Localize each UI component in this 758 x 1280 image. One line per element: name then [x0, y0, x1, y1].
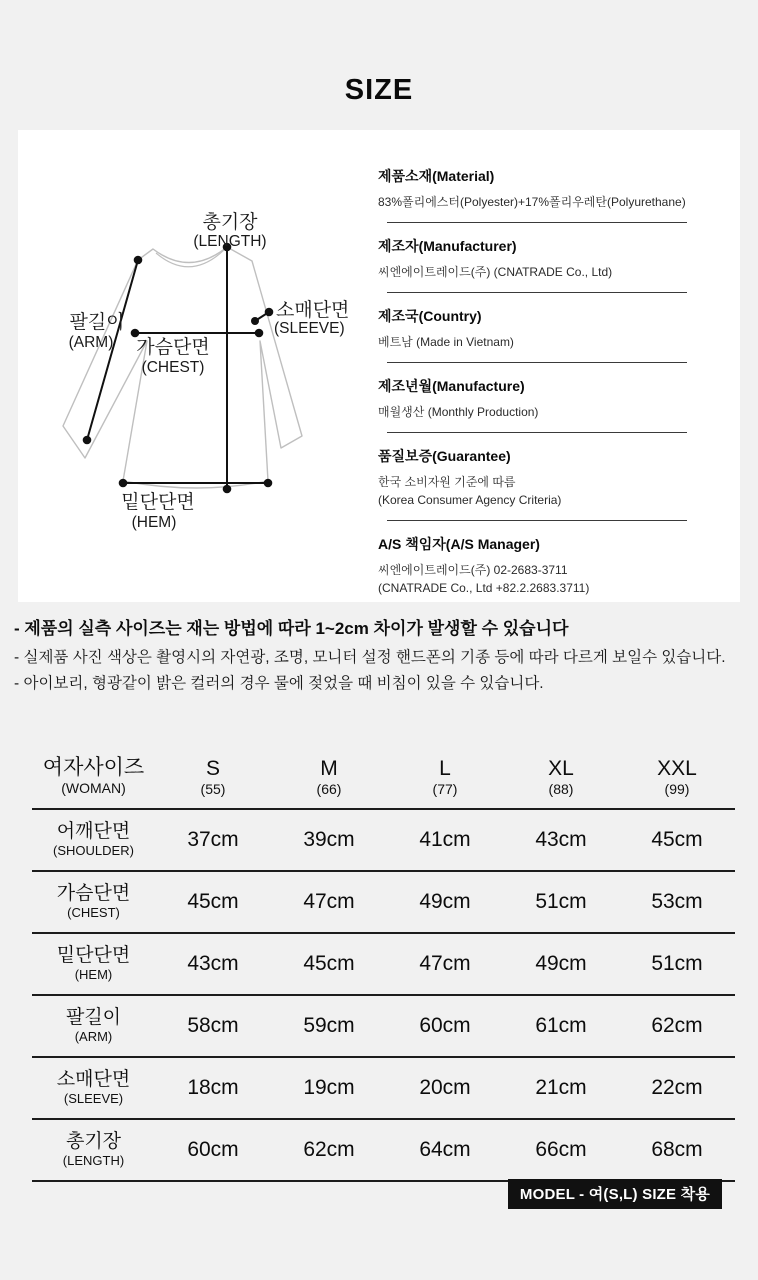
divider: [387, 222, 687, 223]
sleeve-label-en: (SLEEVE): [274, 320, 345, 337]
row-label-ko: 팔길이: [65, 1006, 122, 1028]
cell: 22cm: [651, 1076, 703, 1099]
note-color-difference: - 실제품 사진 색상은 촬영시의 자연광, 조명, 모니터 설정 핸드폰의 기종 등에 따라 다르게 보일수 있습니다.: [14, 649, 726, 666]
info-value: 83%폴리에스터(Polyester)+17%폴리우레탄(Polyurethane): [378, 195, 686, 209]
col-header-m: [271, 757, 387, 798]
page-title: SIZE: [344, 74, 414, 106]
cell: 62cm: [651, 1014, 703, 1037]
cell: 49cm: [419, 890, 471, 913]
cell: 59cm: [303, 1014, 355, 1037]
row-label-ko: 어깨단면: [56, 820, 131, 842]
cell: 60cm: [419, 1014, 471, 1037]
info-section-guarantee: [378, 446, 718, 521]
model-size-badge: MODEL - 여(S,L) SIZE 착용: [508, 1179, 722, 1209]
sleeve-label-ko: 소매단면: [276, 300, 350, 321]
cell: 41cm: [419, 828, 471, 851]
table-row-shoulder: [32, 810, 735, 872]
cell: 49cm: [535, 952, 587, 975]
header-label-ko: 여자사이즈: [42, 756, 145, 780]
row-label: [32, 1131, 155, 1169]
size-code: (66): [316, 780, 342, 797]
info-value: 씨엔에이트레이드(주) (CNATRADE Co., Ltd): [378, 265, 613, 279]
garment-measurement-diagram: [40, 176, 380, 596]
note-bright-colors: - 아이보리, 형광같이 밝은 컬러의 경우 물에 젖었을 때 비침이 있을 수 있습니다.: [14, 675, 544, 693]
cell: 43cm: [535, 828, 587, 851]
col-header-s: [155, 757, 271, 798]
table-row-hem: [32, 934, 735, 996]
cell: 19cm: [303, 1076, 355, 1099]
disclaimer-notes: [14, 614, 750, 697]
cell: 18cm: [187, 1076, 239, 1099]
info-value: (CNATRADE Co., Ltd +82.2.2683.3711): [378, 581, 590, 595]
product-info-list: [378, 166, 718, 597]
cell: 45cm: [303, 952, 355, 975]
info-title: 제조자(Manufacturer): [378, 238, 517, 254]
row-label-ko: 밑단단면: [56, 944, 131, 966]
info-title: 제조국(Country): [378, 308, 482, 324]
size-code: (88): [548, 780, 574, 797]
cell: 51cm: [651, 952, 703, 975]
size-letter: M: [320, 756, 338, 780]
row-label: [32, 821, 155, 859]
cell: 53cm: [651, 890, 703, 913]
size-letter: XL: [548, 756, 574, 780]
cell: 45cm: [187, 890, 239, 913]
divider: [387, 362, 687, 363]
row-label: [32, 1069, 155, 1107]
row-label-ko: 가슴단면: [56, 882, 131, 904]
divider: [387, 292, 687, 293]
arm-label-en: (ARM): [68, 334, 114, 351]
length-label-en: (LENGTH): [193, 233, 267, 250]
size-table: [32, 746, 735, 1182]
table-row-arm: [32, 996, 735, 1058]
cell: 43cm: [187, 952, 239, 975]
table-row-length: [32, 1120, 735, 1182]
info-value: 한국 소비자원 기준에 따름: [378, 475, 516, 489]
info-title: 품질보증(Guarantee): [378, 448, 511, 464]
cell: 51cm: [535, 890, 587, 913]
cell: 45cm: [651, 828, 703, 851]
info-section-country: [378, 306, 718, 363]
info-value: (Korea Consumer Agency Criteria): [378, 493, 562, 507]
col-header-xxl: [619, 757, 735, 798]
cell: 20cm: [419, 1076, 471, 1099]
row-label-en: (LENGTH): [62, 1152, 125, 1168]
cell: 39cm: [303, 828, 355, 851]
info-title: 제조년월(Manufacture): [378, 378, 525, 394]
row-label: [32, 1007, 155, 1045]
chest-label-ko: 가슴단면: [136, 337, 210, 358]
cell: 62cm: [303, 1138, 355, 1161]
table-header-row: [32, 746, 735, 810]
info-title: A/S 책임자(A/S Manager): [378, 536, 540, 552]
product-info-panel: [18, 130, 740, 602]
info-section-manufacture-date: [378, 376, 718, 433]
col-header-l: [387, 757, 503, 798]
cell: 47cm: [419, 952, 471, 975]
cell: 64cm: [419, 1138, 471, 1161]
table-row-sleeve: [32, 1058, 735, 1120]
cell: 21cm: [535, 1076, 587, 1099]
hem-label-en: (HEM): [131, 514, 177, 531]
header-label-en: (WOMAN): [61, 780, 126, 797]
cell: 47cm: [303, 890, 355, 913]
size-letter: XXL: [657, 756, 697, 780]
cell: 60cm: [187, 1138, 239, 1161]
length-label-ko: 총기장: [202, 212, 258, 233]
table-row-chest: [32, 872, 735, 934]
size-code: (55): [200, 780, 226, 797]
divider: [387, 432, 687, 433]
size-letter: S: [205, 756, 220, 780]
info-title: 제품소재(Material): [378, 168, 495, 184]
col-header-xl: [503, 757, 619, 798]
row-label-ko: 소매단면: [56, 1068, 131, 1090]
divider: [387, 520, 687, 521]
info-section-material: [378, 166, 718, 223]
info-value: 매월생산 (Monthly Production): [378, 405, 539, 419]
row-label-en: (CHEST): [67, 904, 120, 920]
arm-label-ko: 팔길이: [69, 312, 125, 333]
table-header-label: [32, 756, 155, 798]
size-code: (99): [664, 780, 690, 797]
info-section-manufacturer: [378, 236, 718, 293]
cell: 68cm: [651, 1138, 703, 1161]
hem-label-ko: 밑단단면: [121, 492, 195, 513]
row-label: [32, 883, 155, 921]
cell: 66cm: [535, 1138, 587, 1161]
info-value: 씨엔에이트레이드(주) 02-2683-3711: [378, 563, 568, 577]
info-section-as-manager: [378, 534, 718, 597]
row-label-en: (ARM): [74, 1028, 113, 1044]
chest-label-en: (CHEST): [141, 359, 205, 376]
info-value: 베트남 (Made in Vietnam): [378, 335, 514, 349]
row-label-en: (SHOULDER): [53, 842, 134, 858]
note-size-tolerance: - 제품의 실측 사이즈는 재는 방법에 따라 1~2cm 차이가 발생할 수 있습니다: [14, 619, 569, 638]
cell: 58cm: [187, 1014, 239, 1037]
row-label-ko: 총기장: [65, 1130, 122, 1152]
cell: 37cm: [187, 828, 239, 851]
row-label: [32, 945, 155, 983]
size-letter: L: [439, 756, 451, 780]
cell: 61cm: [535, 1014, 587, 1037]
row-label-en: (HEM): [74, 966, 113, 982]
row-label-en: (SLEEVE): [63, 1090, 124, 1106]
size-code: (77): [432, 780, 458, 797]
